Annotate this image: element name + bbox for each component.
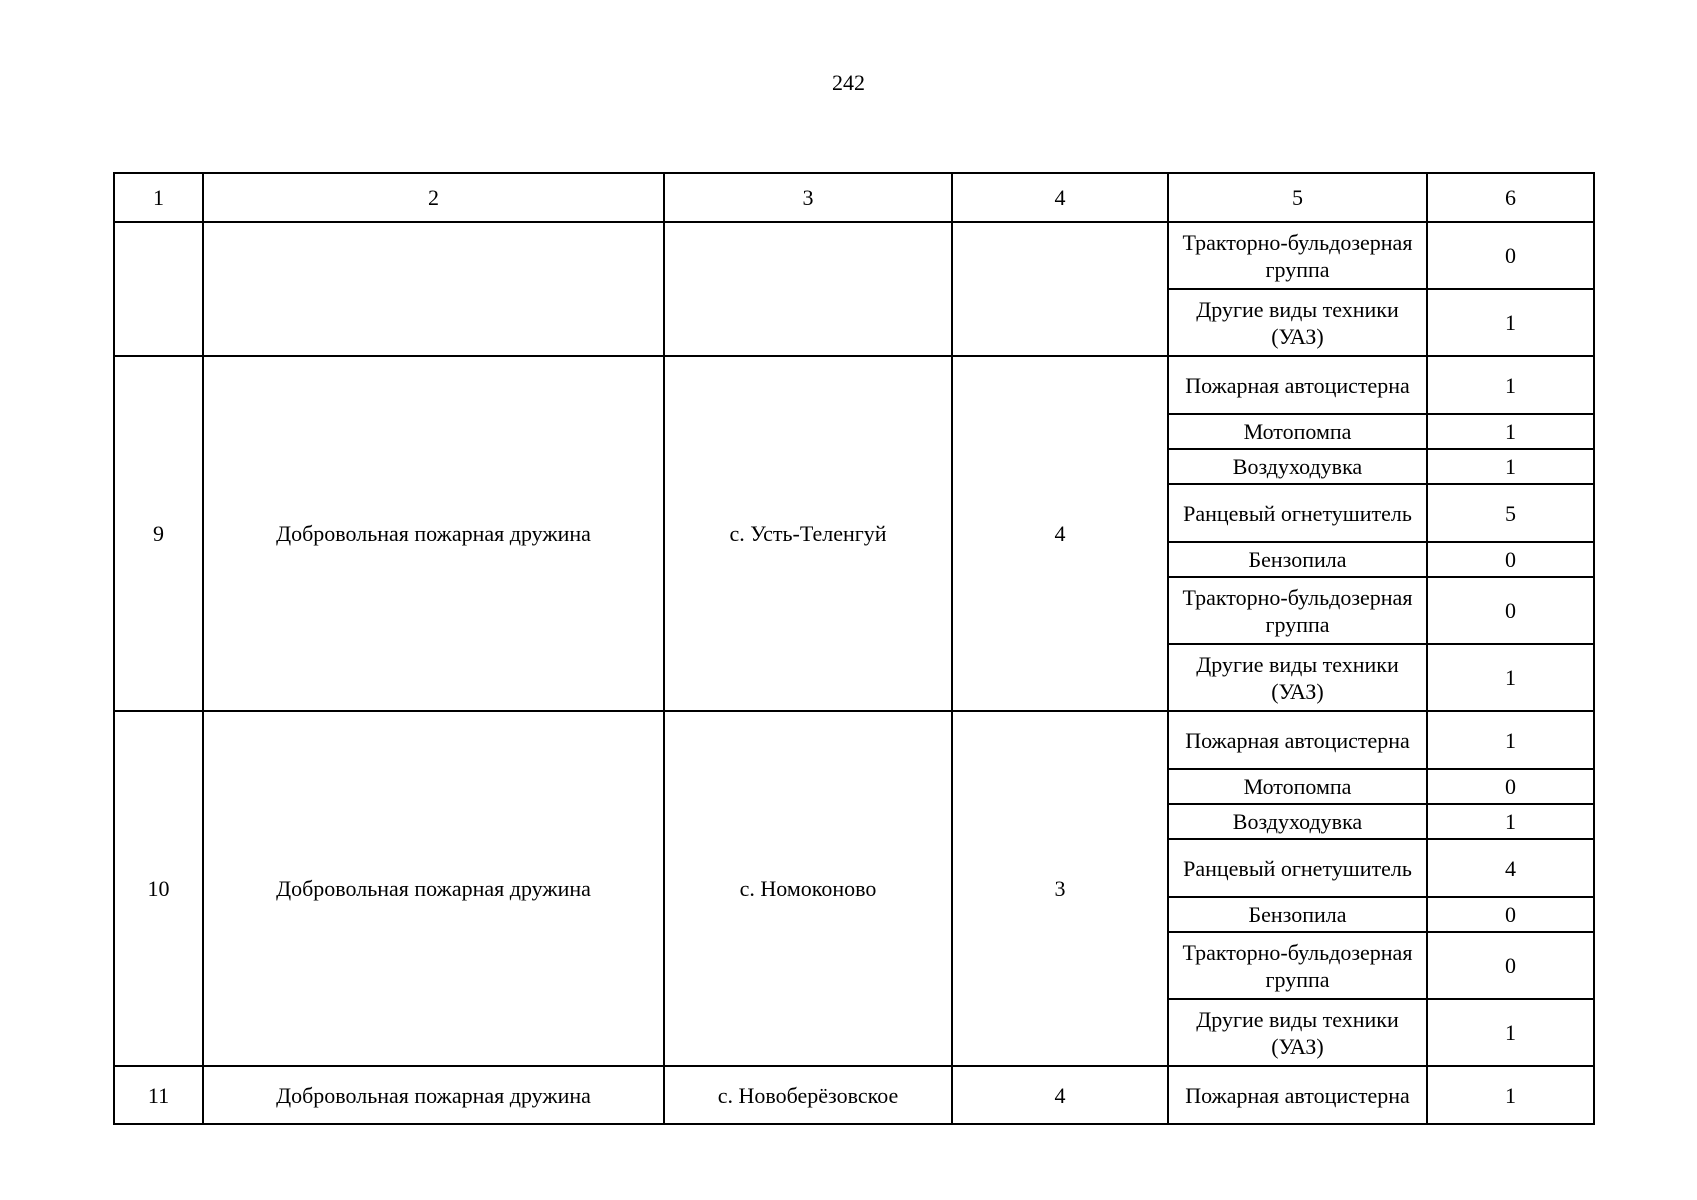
org-cell: Добровольная пожарная дружина	[203, 711, 664, 1066]
equipment-count: 0	[1427, 577, 1594, 644]
column-number-cell: 6	[1427, 173, 1594, 222]
equipment-name: Тракторно-бульдозерная группа	[1168, 577, 1427, 644]
place-cell: с. Номоконово	[664, 711, 952, 1066]
place-cell: с. Новоберёзовское	[664, 1066, 952, 1124]
org-cell	[203, 222, 664, 356]
org-cell: Добровольная пожарная дружина	[203, 356, 664, 711]
equipment-count: 1	[1427, 356, 1594, 414]
people-cell: 3	[952, 711, 1168, 1066]
equipment-count: 1	[1427, 289, 1594, 356]
equipment-name: Воздуходувка	[1168, 804, 1427, 839]
column-number-cell: 2	[203, 173, 664, 222]
equipment-name: Воздуходувка	[1168, 449, 1427, 484]
equipment-name: Пожарная автоцистерна	[1168, 1066, 1427, 1124]
equipment-count: 1	[1427, 414, 1594, 449]
equipment-name: Ранцевый огнетушитель	[1168, 484, 1427, 542]
table-row	[114, 222, 1594, 289]
equipment-name: Тракторно-бульдозерная группа	[1168, 932, 1427, 999]
org-cell: Добровольная пожарная дружина	[203, 1066, 664, 1124]
equipment-count: 0	[1427, 897, 1594, 932]
equipment-count: 1	[1427, 804, 1594, 839]
equipment-name: Ранцевый огнетушитель	[1168, 839, 1427, 897]
people-cell: 4	[952, 356, 1168, 711]
equipment-count: 1	[1427, 449, 1594, 484]
equipment-name: Мотопомпа	[1168, 769, 1427, 804]
place-cell: с. Усть-Теленгуй	[664, 356, 952, 711]
table-row	[114, 356, 1594, 414]
num-cell	[114, 222, 203, 356]
equipment-name: Бензопила	[1168, 897, 1427, 932]
num-cell: 10	[114, 711, 203, 1066]
equipment-count: 1	[1427, 711, 1594, 769]
people-cell: 4	[952, 1066, 1168, 1124]
equipment-count: 1	[1427, 1066, 1594, 1124]
equipment-name: Другие виды техники (УАЗ)	[1168, 289, 1427, 356]
equipment-count: 0	[1427, 542, 1594, 577]
equipment-table	[113, 172, 1595, 1125]
column-number-row	[114, 173, 1594, 222]
table-row	[114, 1066, 1594, 1124]
column-number-cell: 3	[664, 173, 952, 222]
equipment-name: Другие виды техники (УАЗ)	[1168, 644, 1427, 711]
page-number: 242	[832, 70, 865, 95]
column-number-cell: 1	[114, 173, 203, 222]
equipment-name: Другие виды техники (УАЗ)	[1168, 999, 1427, 1066]
equipment-count: 5	[1427, 484, 1594, 542]
people-cell	[952, 222, 1168, 356]
column-number-cell: 5	[1168, 173, 1427, 222]
column-number-cell: 4	[952, 173, 1168, 222]
equipment-count: 4	[1427, 839, 1594, 897]
equipment-count: 1	[1427, 644, 1594, 711]
num-cell: 11	[114, 1066, 203, 1124]
equipment-name: Бензопила	[1168, 542, 1427, 577]
equipment-count: 0	[1427, 769, 1594, 804]
equipment-count: 1	[1427, 999, 1594, 1066]
num-cell: 9	[114, 356, 203, 711]
place-cell	[664, 222, 952, 356]
equipment-name: Мотопомпа	[1168, 414, 1427, 449]
table-row	[114, 711, 1594, 769]
equipment-name: Тракторно-бульдозерная группа	[1168, 222, 1427, 289]
equipment-count: 0	[1427, 222, 1594, 289]
equipment-name: Пожарная автоцистерна	[1168, 356, 1427, 414]
equipment-name: Пожарная автоцистерна	[1168, 711, 1427, 769]
equipment-count: 0	[1427, 932, 1594, 999]
